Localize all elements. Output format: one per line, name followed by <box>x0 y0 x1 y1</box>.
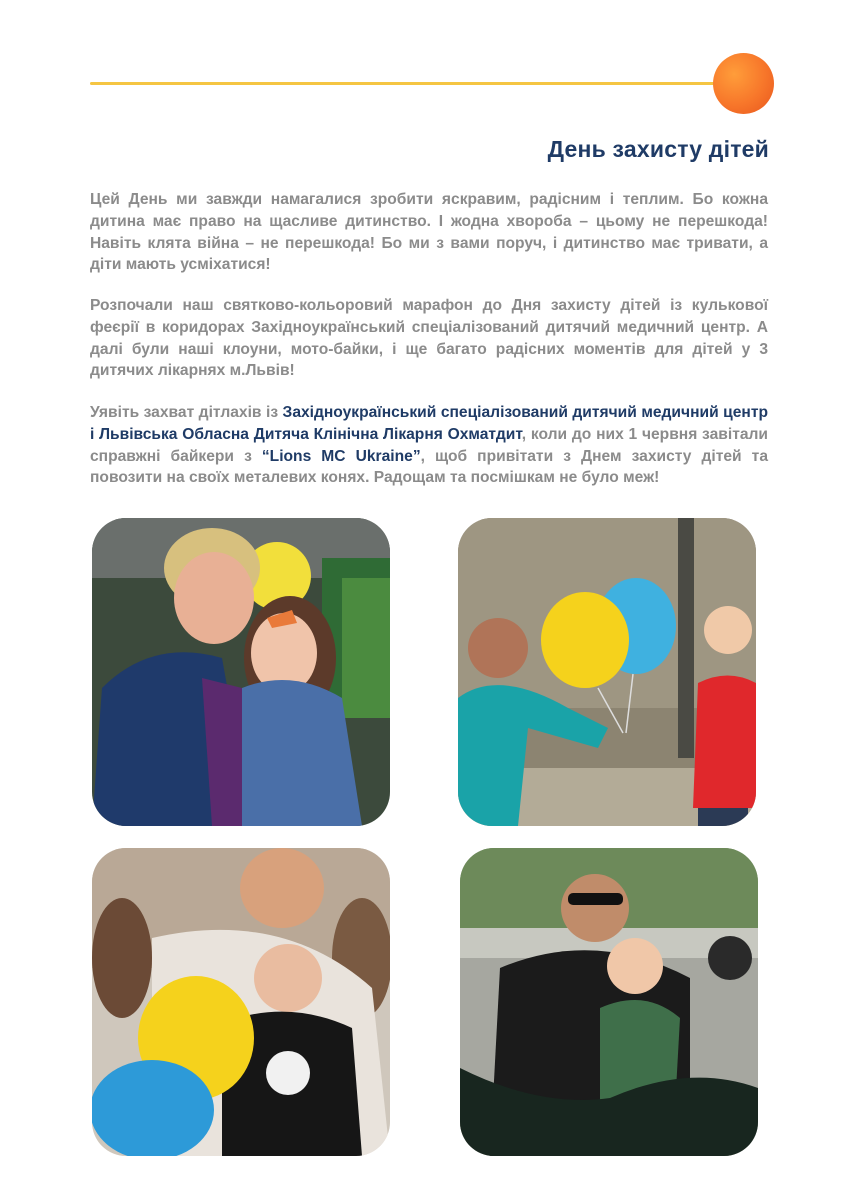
photo-woman-with-boy-and-balloons <box>92 848 390 1156</box>
photo-biker-with-child <box>460 848 758 1156</box>
paragraph-bikers-text-2: , коли до них 1 червня завітали справжні байкери з <box>90 425 768 465</box>
hospitals-highlight: Західноукраїнський спеціалізований дитячий медичний центр і Львівська Обласна Дитяча Клінічна Лікарня Охматдит <box>90 404 768 443</box>
page-title: День захисту дітей <box>547 136 769 162</box>
paragraph-bikers-text-3: , щоб привітати з Днем захисту дітей та повозити на своїх металевих конях. Радощам та посмішкам не було меж! <box>90 447 768 487</box>
photo-woman-giving-balloons <box>458 518 756 826</box>
decorative-orange-circle <box>713 53 774 114</box>
header-divider-line <box>90 82 730 85</box>
biker-club-highlight: “Lions MC Ukraine” <box>261 447 421 465</box>
paragraph-intro: Цей День ми завжди намагалися зробити яскравим, радісним і теплим. Бо кожна дитина має право на щасливе дитинство. І жодна хвороба – цьому не перешкода! Навіть клята війна – не перешкода! Бо ми з вами поруч, і дитинство має тривати, а діти мають усміхатися! <box>90 191 768 274</box>
paragraph-marathon: Розпочали наш святково-кольоровий марафон до Дня захисту дітей із кулькової феєрії в коридорах Західноукраїнський спеціалізований дитячий медичний центр. А далі були наші клоуни, мото-байки, і ще багато радісних моментів для дітей у 3 дитячих лікарнях м.Львів! <box>90 297 768 380</box>
photo-woman-hugging-girl <box>92 518 390 826</box>
paragraph-bikers <box>90 402 768 489</box>
paragraph-bikers-text-1: Уявіть захват дітлахів із <box>90 404 283 421</box>
